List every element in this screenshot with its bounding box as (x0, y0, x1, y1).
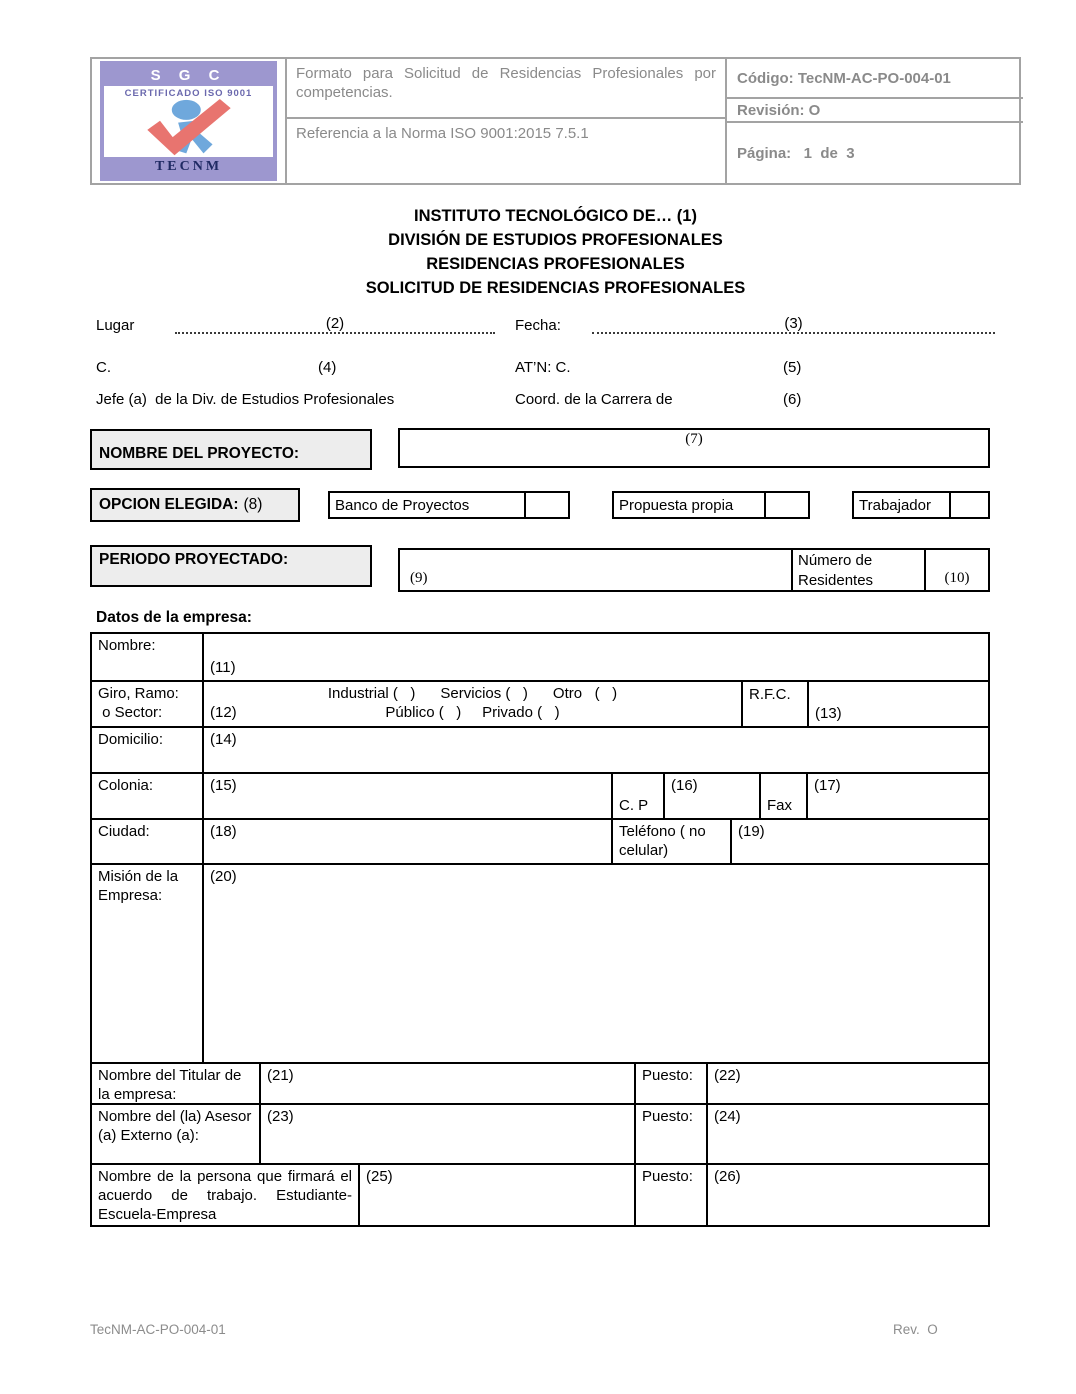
coord-carrera-label: Coord. de la Carrera de (515, 391, 673, 408)
asesor-puesto-field[interactable]: (24) (706, 1105, 988, 1163)
opcion-elegida-label (90, 488, 300, 522)
c-label: C. (96, 359, 111, 376)
title-line-1: INSTITUTO TECNOLÓGICO DE… (1) (414, 207, 697, 225)
c-field[interactable]: (4) (318, 359, 337, 376)
rfc-label: R.F.C. (741, 682, 807, 726)
asesor-label: Nombre del (la) Asesor (a) Externo (a): (98, 1108, 252, 1144)
row-nombre (92, 634, 988, 680)
title-line-3: RESIDENCIAS PROFESIONALES (426, 255, 685, 273)
footer-revision: Rev. O (893, 1322, 938, 1337)
giro-label (92, 682, 202, 726)
row-titular (92, 1062, 988, 1103)
giro-options-line1: Industrial ( ) Servicios ( ) Otro ( ) (327, 685, 618, 702)
numero-residentes-field[interactable]: (10) (944, 570, 970, 586)
propuesta-propia-checkbox[interactable] (764, 493, 808, 517)
row-colonia (92, 772, 988, 818)
colonia-label: Colonia: (98, 777, 154, 794)
footer-doc-code: TecNM-AC-PO-004-01 (90, 1322, 226, 1337)
opcion-elegida-text: OPCION ELEGIDA: (99, 496, 239, 513)
trabajador-checkbox[interactable] (949, 493, 988, 517)
jefe-division-label: Jefe (a) de la Div. de Estudios Profesionales (96, 391, 395, 408)
doc-revision: Revisión: O (727, 99, 1023, 123)
mision-label: Misión de la Empresa: (98, 868, 179, 904)
titular-puesto-label: Puesto: (634, 1064, 706, 1103)
doc-page: Página: 1 de 3 (737, 144, 855, 162)
domicilio-label: Domicilio: (98, 731, 164, 748)
domicilio-field[interactable]: (14) (202, 728, 988, 772)
sgc-logo-certificado: CERTIFICADO ISO 9001 (124, 88, 253, 99)
atn-label: AT’N: C. (515, 359, 571, 376)
atn-field[interactable]: (5) (783, 359, 802, 376)
sgc-person-check-icon (104, 99, 273, 157)
title-line-4: SOLICITUD DE RESIDENCIAS PROFESIONALES (365, 279, 746, 297)
iso-reference: Referencia a la Norma ISO 9001:2015 7.5.1 (296, 125, 589, 142)
row-giro (92, 680, 988, 726)
option-trabajador (852, 491, 990, 519)
doc-code: Código: TecNM-AC-PO-004-01 (727, 59, 1023, 99)
fecha-field[interactable]: (3) (592, 315, 995, 334)
nombre-proyecto-field[interactable]: (7) (398, 428, 990, 468)
mision-field[interactable]: (20) (202, 865, 988, 1062)
row-asesor (92, 1103, 988, 1163)
numero-residentes-label: Número de Residentes (791, 550, 926, 590)
opcion-elegida-num: (8) (243, 496, 263, 513)
fax-field[interactable]: (17) (806, 774, 988, 818)
document-title (90, 204, 1021, 300)
banco-proyectos-label: Banco de Proyectos (335, 496, 470, 514)
row-domicilio (92, 726, 988, 772)
coord-carrera-field[interactable]: (6) (783, 391, 802, 408)
row-persona-firma (92, 1163, 988, 1225)
fecha-label: Fecha: (515, 317, 561, 334)
propuesta-propia-label: Propuesta propia (619, 496, 734, 514)
lugar-field[interactable]: (2) (175, 315, 495, 334)
asesor-field[interactable]: (23) (259, 1105, 634, 1163)
nombre-proyecto-label: NOMBRE DEL PROYECTO: (90, 429, 372, 470)
banco-proyectos-checkbox[interactable] (524, 493, 568, 517)
sgc-logo-title: S G C (104, 65, 273, 86)
giro-options-line2-wrap (210, 703, 735, 722)
nombre-field[interactable]: (11) (202, 634, 988, 680)
fax-label: Fax (759, 774, 806, 818)
persona-firma-field[interactable]: (25) (358, 1165, 634, 1225)
giro-label-line1: Giro, Ramo: (98, 685, 179, 702)
rfc-field[interactable]: (13) (807, 682, 988, 726)
sgc-logo-tecnm: TECNM (104, 157, 273, 177)
lugar-label: Lugar (96, 317, 135, 334)
titular-label: Nombre del Titular de la empresa: (98, 1067, 242, 1103)
asesor-puesto-label: Puesto: (634, 1105, 706, 1163)
row-mision (92, 863, 988, 1062)
datos-empresa-heading: Datos de la empresa: (96, 609, 252, 626)
format-title: Formato para Solicitud de Residencias Profesionales por competencias. (287, 59, 725, 119)
giro-options-field[interactable] (202, 682, 741, 726)
persona-puesto-field[interactable]: (26) (706, 1165, 988, 1225)
title-line-2: DIVISIÓN DE ESTUDIOS PROFESIONALES (388, 231, 723, 249)
periodo-proyectado-field[interactable]: (9) (410, 570, 428, 586)
option-propuesta-propia (612, 491, 810, 519)
persona-puesto-label: Puesto: (634, 1165, 706, 1225)
cp-field[interactable]: (16) (663, 774, 759, 818)
periodo-proyectado-box (398, 548, 990, 592)
titular-field[interactable]: (21) (259, 1064, 634, 1103)
empresa-table (90, 632, 990, 1227)
option-banco-proyectos (328, 491, 570, 519)
giro-options-line2: Público ( ) Privado ( ) (385, 704, 560, 721)
logo-cell (92, 59, 287, 183)
persona-firma-label: Nombre de la persona que firmará el acuerdo de trabajo. Estudiante- Escuela-Empresa (98, 1168, 352, 1223)
header-middle-column (287, 59, 727, 183)
titular-puesto-field[interactable]: (22) (706, 1064, 988, 1103)
telefono-field[interactable]: (19) (730, 820, 988, 863)
telefono-label: Teléfono ( no celular) (611, 820, 730, 863)
periodo-proyectado-label: PERIODO PROYECTADO: (90, 545, 372, 587)
nombre-label: Nombre: (98, 637, 156, 654)
trabajador-label: Trabajador (859, 496, 931, 514)
header-right-column (727, 59, 1023, 183)
colonia-field[interactable]: (15) (202, 774, 611, 818)
giro-num: (12) (210, 704, 237, 721)
sgc-logo (100, 61, 277, 181)
document-header-table (90, 57, 1021, 185)
ciudad-label: Ciudad: (98, 823, 150, 840)
row-ciudad (92, 818, 988, 863)
giro-label-line2: o Sector: (98, 704, 163, 721)
cp-label: C. P (611, 774, 663, 818)
ciudad-field[interactable]: (18) (202, 820, 611, 863)
